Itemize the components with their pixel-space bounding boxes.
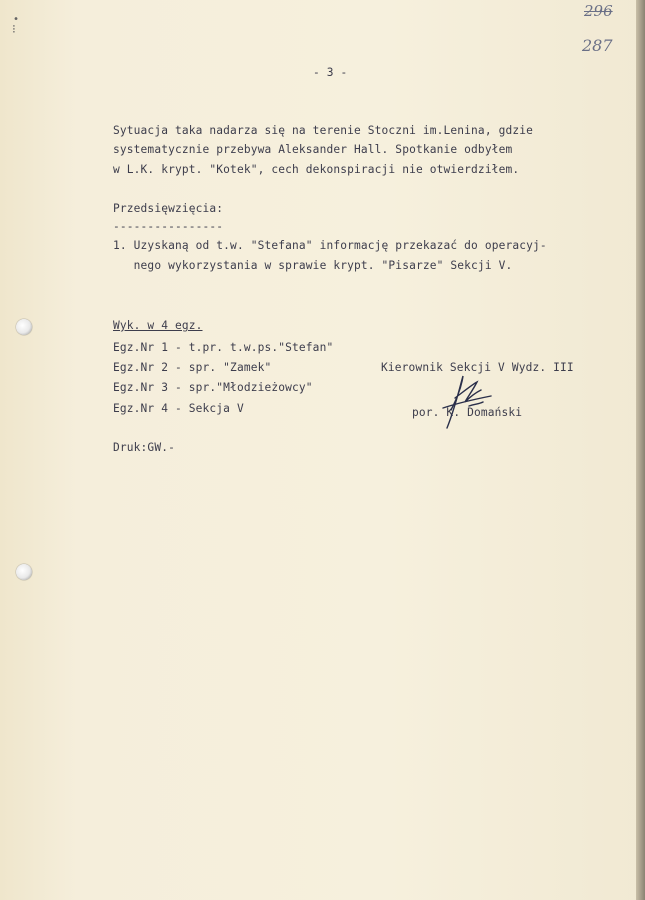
page-number: - 3 - [313, 66, 348, 79]
handwritten-signature-icon [425, 368, 505, 434]
archive-number: 287 [582, 36, 613, 55]
paragraph-line-1: Sytuacja taka nadarza się na terenie Stoczni im.Lenina, gdzie [113, 124, 534, 137]
copy-line-3: Egz.Nr 3 - spr."Młodzieżowcy" [113, 381, 313, 394]
punch-hole-icon [16, 564, 32, 580]
paragraph-line-2: systematycznie przebywa Aleksander Hall. Spotkanie odbyłem [113, 143, 513, 156]
copy-line-4: Egz.Nr 4 - Sekcja V [113, 402, 244, 415]
copy-line-1: Egz.Nr 1 - t.pr. t.w.ps."Stefan" [113, 341, 334, 354]
paper-edge [636, 0, 645, 900]
measure-item-line-1: 1. Uzyskaną od t.w. "Stefana" informację przekazać do operacyj- [113, 239, 547, 252]
punch-hole-icon [16, 319, 32, 335]
measures-underline: ---------------- [113, 220, 224, 233]
paragraph-line-3: w L.K. krypt. "Kotek", cech dekonspiracji nie otwierdziłem. [113, 163, 520, 176]
measure-item-line-2: nego wykorzystania w sprawie krypt. "Pisarze" Sekcji V. [113, 259, 513, 272]
corner-mark-icon: • [13, 14, 20, 25]
measures-heading: Przedsięwzięcia: [113, 202, 224, 215]
copy-line-2: Egz.Nr 2 - spr. "Zamek" [113, 361, 272, 374]
copies-heading: Wyk. w 4 egz. [113, 319, 203, 332]
corner-mark-icon: ⁝ [12, 22, 16, 36]
print-note: Druk:GW.- [113, 441, 175, 454]
signer-title: Kierownik Sekcji V Wydz. III [381, 361, 574, 374]
signer-name: por. K. Domański [412, 406, 523, 419]
archive-number-old: 296 [584, 2, 613, 20]
